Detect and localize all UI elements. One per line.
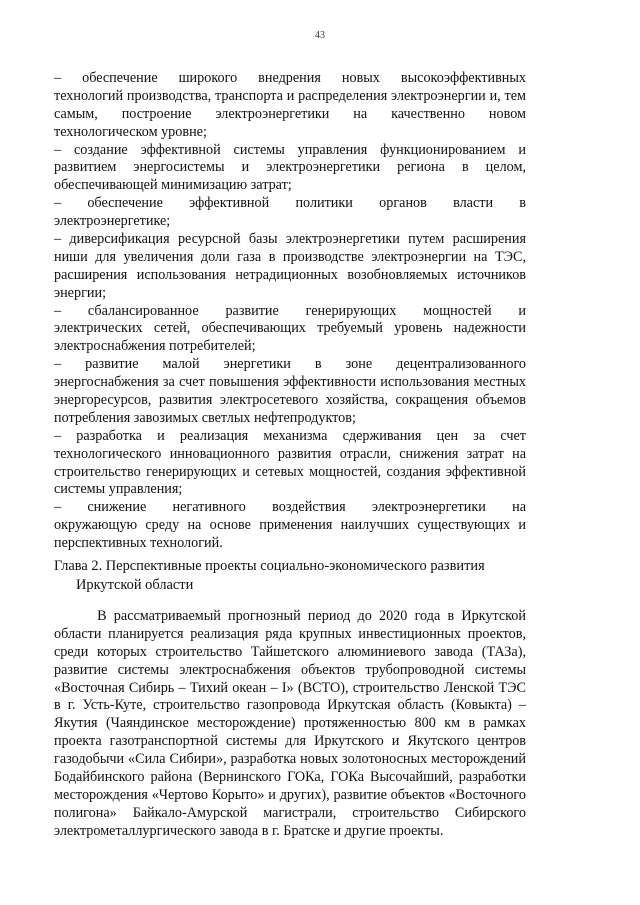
list-item-line: – разработка и реализация механизма сдерживания цен за счет [54, 427, 526, 444]
list-item-line: энергоснабжения за счет повышения эффективности использования местных [54, 374, 526, 391]
list-item-line: технологического инновационного развития отрасли, снижения затрат на [54, 445, 526, 462]
list-item-line: ниши для увеличения доли газа в производстве электроэнергии на ТЭС, [54, 248, 526, 265]
paragraph-line: развитие системы электроснабжения объектов трубопроводной системы [54, 661, 526, 678]
list-item-line: – обеспечение эффективной политики органов власти в [54, 195, 526, 212]
list-item-line: электроснабжения потребителей; [54, 338, 256, 355]
list-item-line: обеспечивающей минимизацию затрат; [54, 177, 292, 194]
chapter-heading-line-2: Иркутской области [76, 577, 194, 593]
list-item-line: технологий производства, транспорта и распределения электроэнергии и, тем [54, 87, 526, 104]
list-item-line: окружающую среду на основе применения наилучших существующих и [54, 517, 526, 534]
list-item-line: расширения использования нетрадиционных возобновляемых источников [54, 266, 526, 283]
list-item [54, 356, 526, 428]
list-item [54, 231, 526, 303]
body-paragraph [54, 608, 526, 841]
paragraph-line: газодобычи «Сила Сибири», разработка новых золотоносных месторождений [54, 751, 526, 768]
paragraph-line: области планируется реализация ряда крупных инвестиционных проектов, [54, 625, 526, 642]
list-item [54, 499, 526, 553]
list-item-line: энергии; [54, 284, 107, 301]
list-item-line: электрических сетей, обеспечивающих требуемый уровень надежности [54, 320, 526, 337]
list-item-line: – развитие малой энергетики в зоне децентрализованного [54, 356, 526, 373]
list-item-line: системы управления; [54, 481, 183, 498]
list-item-line: развитием энергосистемы и электроэнергетики региона в целом, [54, 159, 526, 176]
page-number: 43 [315, 30, 325, 41]
list-item [54, 70, 526, 142]
chapter-heading [54, 557, 526, 595]
list-item-line: – создание эффективной системы управления функционированием и [54, 141, 526, 158]
list-item-line: строительство генерирующих и сетевых мощностей, создания эффективной [54, 463, 526, 480]
paragraph-line: «Восточная Сибирь – Тихий океан – I» (ВСТО), строительство Ленской ТЭС [54, 679, 526, 696]
paragraph-line: электрометаллургического завода в г. Братске и другие проекты. [54, 822, 444, 839]
list-item-line: – снижение негативного воздействия электроэнергетики на [54, 499, 526, 516]
list-item-line: самым, построение электроэнергетики на качественно новом [54, 105, 526, 122]
list-item [54, 142, 526, 196]
list-item-line: – обеспечение широкого внедрения новых высокоэффективных [54, 70, 526, 86]
list-item-line: потребления завозимых светлых нефтепродуктов; [54, 409, 356, 426]
paragraph-line: В рассматриваемый прогнозный период до 2020 года в Иркутской [54, 608, 526, 624]
paragraph-line: Бодайбинского района (Вернинского ГОКа, ГОКа Высочайший, разработки [54, 769, 526, 786]
list-item-line: энергоресурсов, развития электросетевого хозяйства, сокращения объемов [54, 392, 526, 409]
paragraph-line: проекта газотранспортной системы для Иркутского и Якутского центров [54, 733, 526, 750]
list-item-line: технологическом уровне; [54, 123, 207, 140]
list-item [54, 428, 526, 500]
list-item [54, 195, 526, 231]
paragraph-line: среди которых строительство Тайшетского алюминиевого завода (ТАЗа), [54, 643, 526, 660]
list-item-line: электроэнергетике; [54, 213, 171, 230]
list-item-line: перспективных технологий. [54, 535, 223, 552]
paragraph-line: месторождения «Чертово Корыто» и других), развитие объектов «Восточного [54, 786, 526, 803]
list-item-line: – диверсификация ресурсной базы электроэнергетики путем расширения [54, 231, 526, 248]
paragraph-line: Якутия (Чаяндинское месторождение) протяженностью 800 км в рамках [54, 715, 526, 732]
paragraph-line: полигона» Байкало-Амурской магистрали, строительство Сибирского [54, 804, 526, 821]
list-item [54, 303, 526, 357]
list-item-line: – сбалансированное развитие генерирующих мощностей и [54, 302, 526, 319]
paragraph-line: в г. Усть-Куте, строительство газопровода Иркутская область (Ковыкта) – [54, 697, 526, 714]
priority-list [54, 70, 526, 553]
chapter-heading-line-1: Глава 2. Перспективные проекты социально-экономического развития [54, 558, 485, 574]
